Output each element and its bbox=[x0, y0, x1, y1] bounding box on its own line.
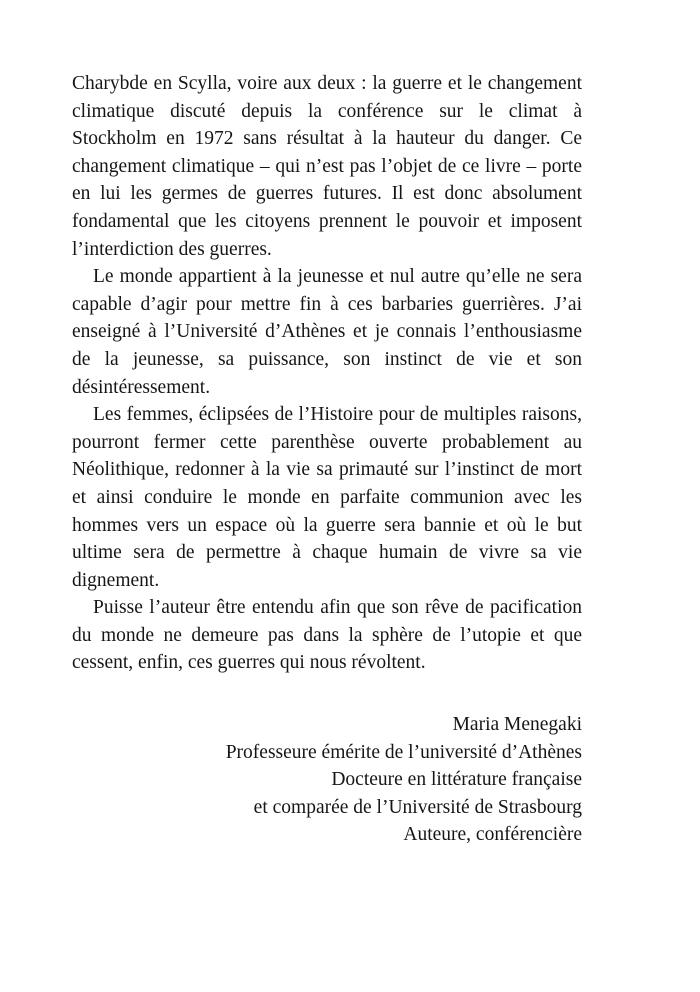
paragraph-3: Les femmes, éclipsées de l’Histoire pour de multiples raisons, pourront fermer cette parenthèse ouverte probablement au Néolithique, redonner à la vie sa primauté sur l’instinct de mort et ainsi conduire le monde en parfaite communion avec les hommes vers un espace où la guerre sera bannie et où le but ultime sera de permettre à chaque humain de vivre sa vie dignement. bbox=[72, 404, 582, 591]
signature-block bbox=[72, 711, 582, 849]
paragraph-4: Puisse l’auteur être entendu afin que son rêve de pacification du monde ne demeure pas dans la sphère de l’utopie et que cessent, enfin, ces guerres qui nous révoltent. bbox=[72, 597, 582, 674]
paragraph-2: Le monde appartient à la jeunesse et nul autre qu’elle ne sera capable d’agir pour mettre fin à ces barbaries guerrières. J’ai enseigné à l’Université d’Athènes et je connais l’enthousiasme de la jeunesse, sa puissance, son instinct de vie et son désintéressement. bbox=[72, 266, 582, 398]
signature-title-line: Docteure en littérature française bbox=[331, 769, 582, 791]
signature-title-line: et comparée de l’Université de Strasbourg bbox=[253, 796, 582, 818]
signature-title-line: Auteure, conférencière bbox=[403, 824, 582, 846]
signature-title-line: Professeure émérite de l’université d’Athènes bbox=[225, 741, 582, 763]
paragraph-1: Charybde en Scylla, voire aux deux : la guerre et le changement climatique discuté depuis la conférence sur le climat à Stockholm en 1972 sans résultat à la hauteur du danger. Ce changement climatique – qui n’est pas l’objet de ce livre – porte en lui les germes de guerres futures. Il est donc absolument fondamental que les citoyens prennent le pouvoir et imposent l’interdiction des guerres. bbox=[72, 73, 582, 260]
signature-name: Maria Menegaki bbox=[452, 714, 582, 736]
page-body bbox=[72, 70, 582, 849]
